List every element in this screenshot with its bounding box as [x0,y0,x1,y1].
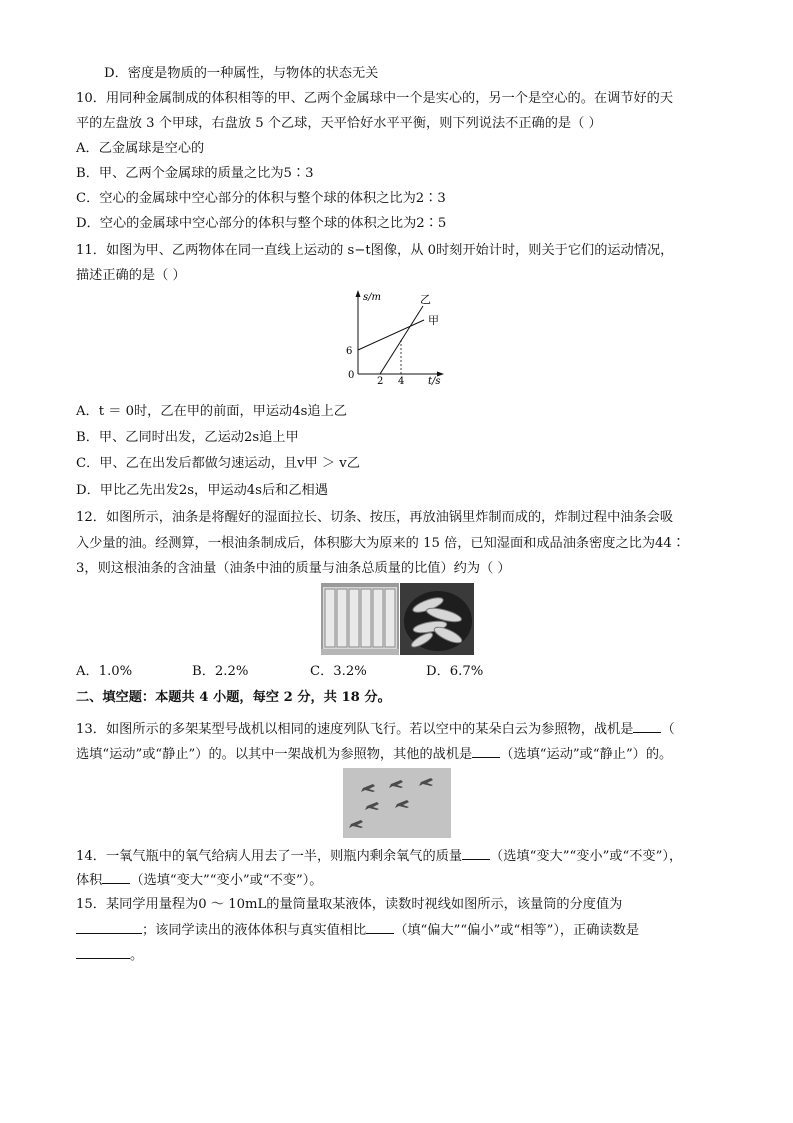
q11-stem-line1: 11．如图为甲、乙两物体在同一直线上运动的 s−t图像，从 0时刻开始计时，则关于它们的运动情况， [76,243,674,258]
xtick-2: 2 [377,376,384,387]
q11-option-a: A．t ＝ 0时，乙在甲的前面，甲运动4s追上乙 [76,404,347,419]
q15-line3-text: 。 [130,948,144,963]
q14-line1-text: 14．一氧气瓶中的氧气给病人用去了一半，则瓶内剩余氧气的质量 [76,849,463,864]
origin-label: 0 [348,370,355,381]
section2-heading: 二、填空题：本题共 4 小题，每空 2 分，共 18 分。 [76,690,391,705]
q11-option-d: D．甲比乙先出发2s，甲运动4s后和乙相遇 [76,483,328,498]
q9-option-d: D．密度是物质的一种属性，与物体的状态无关 [104,66,379,81]
q15-line2-text: ；该同学读出的液体体积与真实值相比 [142,923,367,938]
line-yi [380,306,423,374]
q13-blank1[interactable] [633,719,661,733]
q13-line2-tail: （选填“运动”或“静止”）的。 [500,747,673,762]
q12-options [76,662,596,682]
label-yi: 乙 [420,293,431,306]
ytick-6: 6 [346,346,353,357]
q14-blank1[interactable] [462,846,490,860]
q12-option-b: B．2.2% [192,664,249,679]
q14-line2-text: 体积 [76,873,103,888]
q15-blank2[interactable] [366,920,394,934]
q15-line1: 15．某同学用量程为0 ～ 10mL的量筒量取某液体，读数时视线如图所示，该量筒的分度值为 [76,897,623,912]
q13-line1-tail: （ [661,722,675,737]
q14-line1 [76,846,682,867]
q13-line2-text: 选填“运动”或“静止”）的。以其中一架战机为参照物，其他的战机是 [76,747,473,762]
q15-blank3[interactable] [76,945,130,959]
q12-option-c: C．3.2% [310,664,367,679]
q10-stem-line1: 10．用同种金属制成的体积相等的甲、乙两个金属球中一个是实心的，另一个是空心的。在调节好的天 [76,91,674,106]
q13-line1-text: 13．如图所示的多架某型号战机以相同的速度列队飞行。若以空中的某朵白云为参照物，战机是 [76,722,634,737]
st-graph [340,288,450,388]
q10-option-a: A．乙金属球是空心的 [76,141,205,156]
youtiao-photo [400,583,474,655]
q11-option-b: B．甲、乙同时出发，乙运动2s追上甲 [76,430,299,445]
y-axis-arrow [356,290,361,297]
q15-line2-tail: （填“偏大”“偏小”或“相等”），正确读数是 [394,923,640,938]
label-jia: 甲 [428,314,439,327]
q12-option-d: D．6.7% [426,664,484,679]
q14-line2-tail: （选填“变大”“变小”或“不变”）。 [130,873,323,888]
q15-line2 [76,920,639,941]
q10-stem-line2: 平的左盘放 3 个甲球，右盘放 5 个乙球，天平恰好水平平衡，则下列说法不正确的是（ ） [76,116,602,131]
q15-line3 [76,945,143,966]
q13-blank2[interactable] [472,744,500,758]
q12-stem-line3: 3，则这根油条的含油量（油条中油的质量与油条总质量的比值）约为（ ） [76,561,511,576]
q14-line1-tail: （选填“变大”“变小”或“不变”）， [490,849,683,864]
xtick-4: 4 [398,376,405,387]
xlabel: t/s [428,376,441,387]
q12-stem-line2: 入少量的油。经测算，一根油条制成后，体积膨大为原来的 15 倍，已知湿面和成品油条密度之比为44∶ [76,536,686,551]
q11-stem-line2: 描述正确的是（ ） [76,268,186,283]
q13-line2 [76,744,672,765]
q10-option-d: D．空心的金属球中空心部分的体积与整个球的体积之比为2∶5 [76,216,447,231]
q12-stem-line1: 12．如图所示，油条是将醒好的湿面拉长、切条、按压，再放油锅里炸制而成的，炸制过程中油条会吸 [76,510,674,525]
fighter-jets-photo [343,768,451,838]
q14-line2 [76,870,322,891]
q10-option-b: B．甲、乙两个金属球的质量之比为5∶3 [76,166,314,181]
q14-blank2[interactable] [102,870,130,884]
dough-photo [321,583,399,655]
ylabel: s/m [363,292,381,303]
q11-option-c: C．甲、乙在出发后都做匀速运动，且v甲 ＞ v乙 [76,456,360,471]
line-jia [358,320,424,350]
q10-option-c: C．空心的金属球中空心部分的体积与整个球的体积之比为2∶3 [76,191,446,206]
q12-option-a: A．1.0% [76,664,133,679]
q15-blank1[interactable] [76,920,142,934]
q13-line1 [76,719,675,740]
